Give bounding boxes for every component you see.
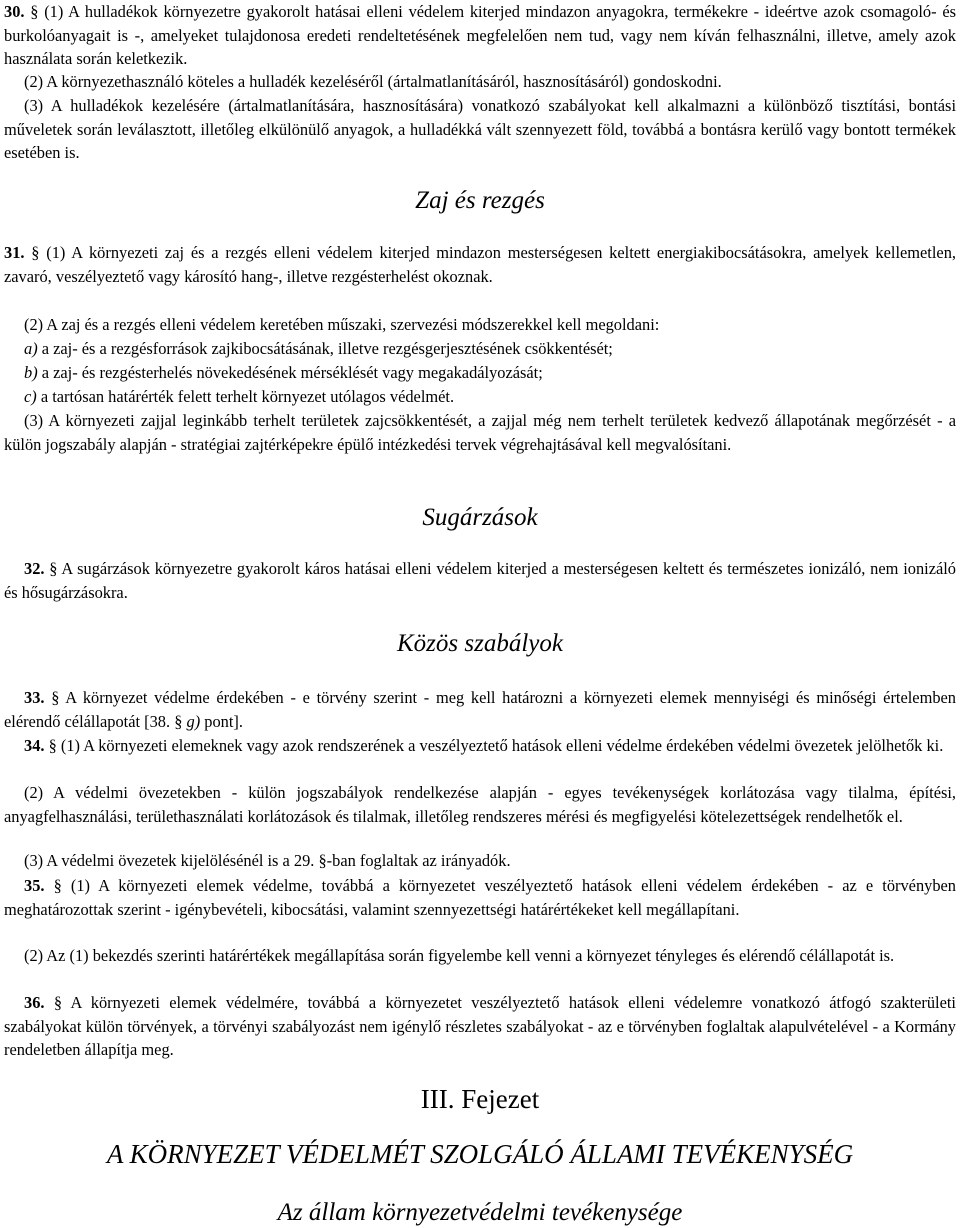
heading-zaj-es-rezges: Zaj és rezgés: [415, 187, 545, 214]
section-32-number: 32.: [24, 559, 45, 578]
section-30-text-1: § (1) A hulladékok környezetre gyakorolt hatásai elleni védelem kiterjed mindazon anyagokra, termékekre - ideértve azok csomagoló- és burkolóanyagait is -, amelyeket tulajdonosa eredeti rendeltetésének megfelelően nem tud, vagy nem kíván felhasználni, illetve, amely azok használata során keletkezik.: [4, 2, 956, 68]
section-36-paragraph: [4, 991, 956, 1062]
section-34-paragraph-1: [4, 734, 956, 758]
section-35-paragraph-1: [4, 874, 956, 921]
section-34-paragraph-2: (2) A védelmi övezetekben - külön jogszabályok rendelkezése alapján - egyes tevékenységek korlátozása vagy tilalma, építési, anyagfelhasználási, területhasználati korlátozások és tilalmak, illetőleg rendszeres mérési és megfigyelési kötelezettségek rendelhetők el.: [4, 783, 956, 826]
section-30-paragraph-3: (3) A hulladékok kezelésére (ártalmatlanítására, hasznosítására) vonatkozó szabályokat kell alkalmazni a különböző tisztítási, bontási műveletek során leválasztott, illetőleg elkülönülő anyagok, a hulladékká vált szennyezett föld, továbbá a bontásra kerülő vagy bontott termékek esetében is.: [4, 96, 956, 162]
section-34-paragraph-3: (3) A védelmi övezetek kijelölésénél is a 29. §-ban foglaltak az irányadók.: [24, 851, 511, 870]
item-b-text: a zaj- és rezgésterhelés növekedésének mérséklését vagy megakadályozását;: [37, 363, 543, 382]
section-31-paragraph-3: (3) A környezeti zajjal leginkább terhelt területek zajcsökkentését, a zajjal még nem terhelt területek kedvező állapotának megőrzését - a külön jogszabály alapján - stratégiai zajtérképekre épülő intézkedési tervek végrehajtásával kell megvalósítani.: [4, 411, 956, 454]
section-33-paragraph: [4, 686, 956, 733]
heading-sugarzasok: Sugárzások: [422, 504, 538, 531]
section-35-number: 35.: [24, 876, 45, 895]
chapter-title: A KÖRNYEZET VÉDELMÉT SZOLGÁLÓ ÁLLAMI TEVÉKENYSÉG: [106, 1139, 854, 1169]
section-34-text-1: § (1) A környezeti elemeknek vagy azok rendszerének a veszélyeztető hatások elleni védelme érdekében védelmi övezetek jelölhetők ki.: [44, 736, 944, 755]
chapter-number: III. Fejezet: [420, 1084, 540, 1114]
section-31-number: 31.: [4, 243, 25, 262]
section-33-number: 33.: [24, 688, 45, 707]
section-36-text: § A környezeti elemek védelmére, továbbá a környezetet veszélyeztető hatások elleni védelemre vonatkozó átfogó szakterületi szabályokat külön törvények, a törvényi szabályozást nem igénylő részletes szabályokat - az e törvényben foglaltak alapulvételével - a Kormány rendeletben állapítja meg.: [4, 993, 956, 1059]
item-c-text: a tartósan határérték felett terhelt környezet utólagos védelmét.: [36, 387, 455, 406]
section-34-number: 34.: [24, 736, 45, 755]
section-32-text: § A sugárzások környezetre gyakorolt káros hatásai elleni védelem kiterjed a mesterségesen keltett és természetes ionizáló, nem ionizáló és hősugárzásokra.: [4, 559, 956, 602]
section-35-paragraph-2: (2) Az (1) bekezdés szerinti határértékek megállapítása során figyelembe kell venni a környezet tényleges és elérendő célállapotát is.: [24, 946, 895, 965]
section-36-number: 36.: [24, 993, 45, 1012]
section-31-paragraph-1: [4, 241, 956, 288]
chapter-subtitle: Az állam környezetvédelmi tevékenysége: [277, 1199, 683, 1226]
section-33-text-b: pont].: [200, 711, 243, 731]
section-31-item-b: [4, 361, 956, 385]
heading-kozos-szabalyok: Közös szabályok: [397, 630, 563, 657]
section-33-text-a: § A környezet védelme érdekében - e törvény szerint - meg kell határozni a környezeti elemek mennyiségi és minőségi értelemben elérendő célállapotát [38. §: [4, 688, 956, 731]
section-31-item-a: [4, 337, 956, 361]
section-31-paragraph-2: (2) A zaj és a rezgés elleni védelem keretében műszaki, szervezési módszerekkel kell megoldani:: [24, 315, 660, 334]
item-c-label: c): [24, 387, 37, 406]
section-35-text-1: § (1) A környezeti elemek védelme, továbbá a környezetet veszélyeztető hatások elleni védelem érdekében - az e törvényben meghatározottak szerint - igénybevételi, kibocsátási, valamint szennyezettségi határértékeket kell megállapítani.: [4, 876, 956, 919]
section-32-paragraph: [4, 557, 956, 604]
item-b-label: b): [24, 363, 38, 382]
section-30-number: 30.: [4, 2, 25, 21]
item-a-text: a zaj- és a rezgésforrások zajkibocsátásának, illetve rezgésgerjesztésének csökkentését;: [37, 339, 613, 358]
section-31-text-1: § (1) A környezeti zaj és a rezgés elleni védelem kiterjed mindazon mesterségesen keltett energiakibocsátásokra, amelyek kellemetlen, zavaró, veszélyeztető vagy károsító hang-, illetve rezgésterhelést okoznak.: [4, 243, 956, 286]
section-33-ref: g): [186, 711, 201, 731]
item-a-label: a): [24, 339, 38, 358]
section-30-paragraph-1: [4, 0, 956, 71]
section-31-item-c: [4, 385, 956, 409]
section-30-paragraph-2: (2) A környezethasználó köteles a hulladék kezeléséről (ártalmatlanításáról, hasznosításáról) gondoskodni.: [24, 72, 722, 91]
